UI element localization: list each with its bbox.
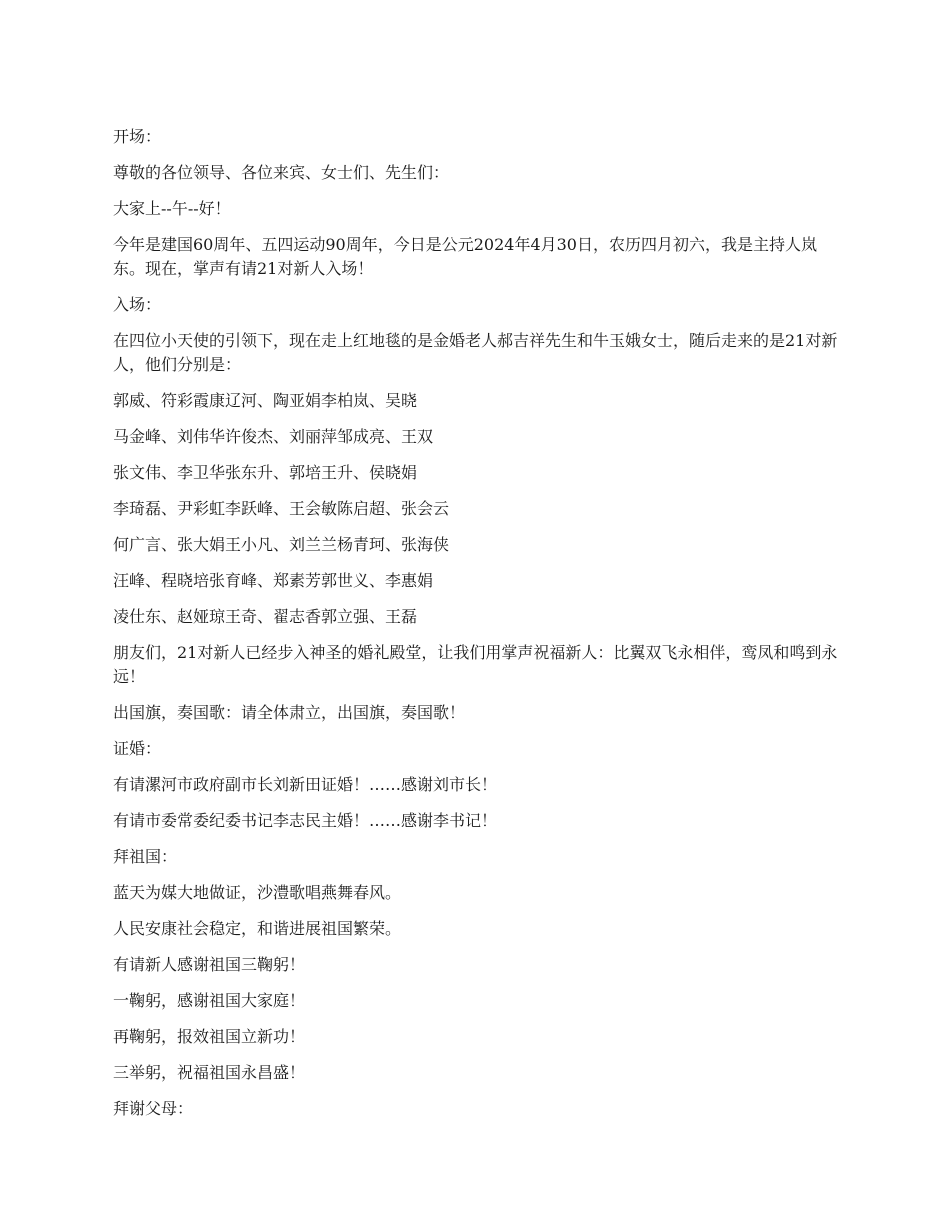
document-body	[113, 125, 843, 1133]
paragraph-greeting: 尊敬的各位领导、各位来宾、女士们、先生们：	[113, 163, 450, 182]
couples-list-line: 马金峰、刘伟华许俊杰、刘丽萍邹成亮、王双	[113, 427, 434, 446]
paragraph-bow-invitation: 有请新人感谢祖国三鞠躬！	[113, 955, 306, 974]
couples-list-line: 郭威、符彩霞康辽河、陶亚娟李柏岚、吴晓	[113, 391, 418, 410]
paragraph-national-anthem: 出国旗，奏国歌：请全体肃立，出国旗，奏国歌！	[113, 703, 466, 722]
verse-line: 蓝天为媒大地做证，沙澧歌唱燕舞春风。	[113, 883, 402, 902]
couples-list-line: 李琦磊、尹彩虹李跃峰、王会敏陈启超、张会云	[113, 499, 450, 518]
section-heading-thank-parents: 拜谢父母：	[113, 1099, 194, 1118]
couples-list-line: 凌仕东、赵娅琼王奇、翟志香郭立强、王磊	[113, 607, 418, 626]
paragraph-officiant: 有请市委常委纪委书记李志民主婚！……感谢李书记！	[113, 811, 498, 830]
couples-list-line: 张文伟、李卫华张东升、郭培王升、侯晓娟	[113, 463, 418, 482]
paragraph-good-morning: 大家上--午--好！	[113, 199, 231, 218]
bow-line: 三举躬，祝福祖国永昌盛！	[113, 1063, 306, 1082]
paragraph-witness: 有请漯河市政府副市长刘新田证婚！……感谢刘市长！	[113, 775, 498, 794]
section-heading-witness: 证婚：	[113, 739, 162, 758]
section-heading-honor-country: 拜祖国：	[113, 847, 178, 866]
paragraph-entrance-intro: 在四位小天使的引领下，现在走上红地毯的是金婚老人郝吉祥先生和牛玉娥女士，随后走来的是21对新人，他们分别是：	[113, 331, 838, 374]
verse-line: 人民安康社会稳定，和谐进展祖国繁荣。	[113, 919, 402, 938]
couples-list-line: 汪峰、程晓培张育峰、郑素芳郭世义、李惠娟	[113, 571, 434, 590]
section-heading-opening: 开场：	[113, 127, 162, 146]
couples-list-line: 何广言、张大娟王小凡、刘兰兰杨青珂、张海侠	[113, 535, 450, 554]
paragraph-blessing: 朋友们，21对新人已经步入神圣的婚礼殿堂，让我们用掌声祝福新人：比翼双飞永相伴，鸾凤和鸣到永远！	[113, 643, 838, 686]
paragraph-introduction: 今年是建国60周年、五四运动90周年，今日是公元2024年4月30日，农历四月初六，我是主持人岚东。现在，掌声有请21对新人入场！	[113, 235, 817, 278]
section-heading-entrance: 入场：	[113, 295, 162, 314]
bow-line: 一鞠躬，感谢祖国大家庭！	[113, 991, 306, 1010]
bow-line: 再鞠躬，报效祖国立新功！	[113, 1027, 306, 1046]
